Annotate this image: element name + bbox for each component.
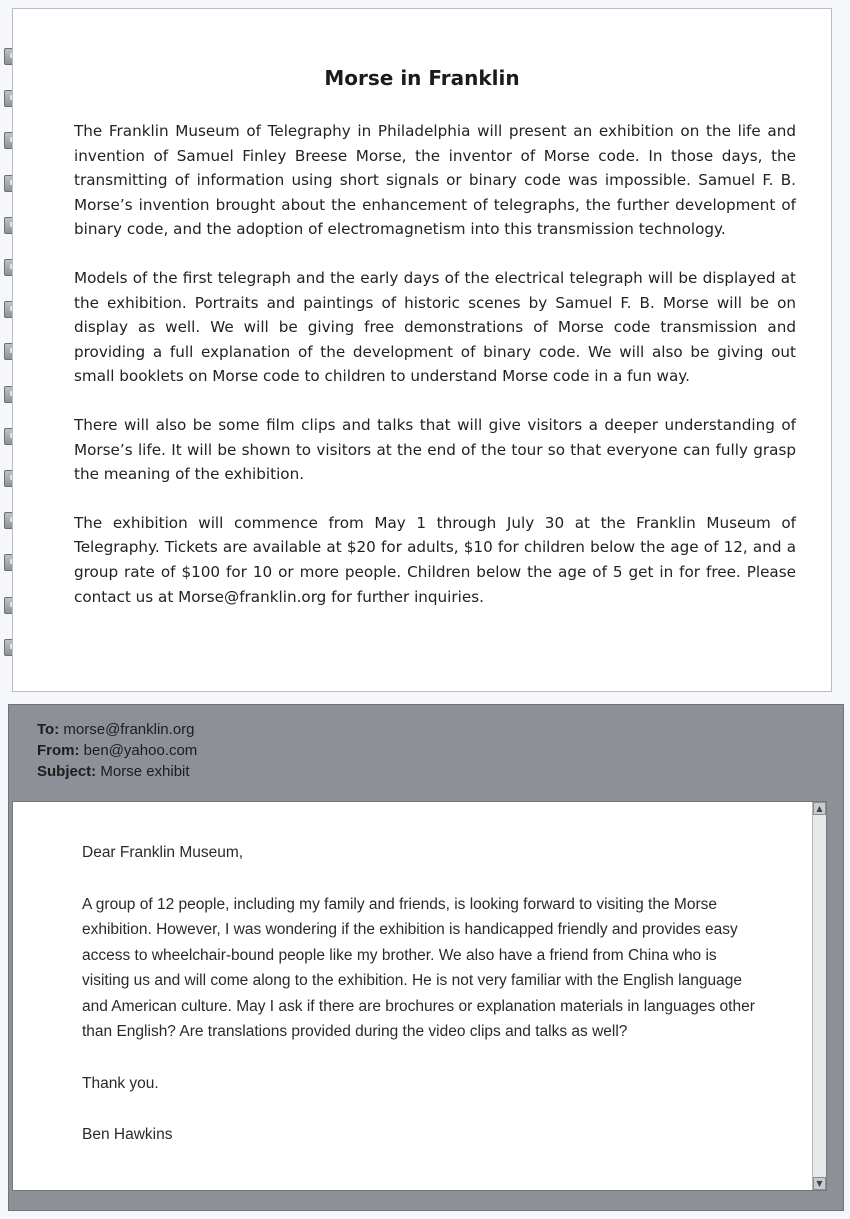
email-body-text: A group of 12 people, including my family and friends, is looking forward to visiting the Morse exhibition. However, I was wondering if the exhibition is handicapped friendly and provides easy access to wheelchair-bound people like my brother. We also have a friend from China who is visiting us and will come along to the exhibition. He is not very familiar with the English language and American culture. May I ask if there are brochures or explanation materials in languages other than English? Are translations provided during the video clips and talks as well?	[82, 895, 755, 1040]
email-scrollbar[interactable]	[812, 802, 826, 1190]
email-to-address: morse@franklin.org	[63, 721, 195, 738]
scroll-down-icon[interactable]: ▼	[813, 1177, 826, 1190]
email-header	[37, 719, 197, 782]
email-closing: Thank you.	[82, 1074, 159, 1092]
email-from-row	[37, 740, 197, 761]
email-body[interactable]	[12, 801, 827, 1191]
notice-title: Morse in Franklin	[324, 66, 520, 90]
notice-card	[12, 8, 832, 692]
email-window	[8, 704, 844, 1211]
notice-body	[74, 119, 796, 633]
scroll-up-icon[interactable]: ▲	[813, 802, 826, 815]
email-greeting: Dear Franklin Museum,	[82, 844, 244, 861]
email-subject-label: Subject:	[37, 763, 97, 780]
email-to-row	[37, 719, 197, 740]
email-from-label: From:	[37, 742, 80, 759]
notice-paragraph-1: The Franklin Museum of Telegraphy in Philadelphia will present an exhibition on the life and invention of Samuel Finley Breese Morse, the inventor of Morse code. In those days, the transmitting of information using short signals or binary code was impossible. Samuel F. B. Morse’s invention brought about the enhancement of telegraphs, the further development of binary code, and the adoption of electromagnetism into this transmission technology.	[74, 122, 796, 239]
email-subject: Morse exhibit	[100, 763, 190, 780]
notice-paragraph-3: There will also be some film clips and talks that will give visitors a deeper understanding of Morse’s life. It will be shown to visitors at the end of the tour so that everyone can fully grasp the meaning of the exhibition.	[74, 415, 796, 484]
email-from-address: ben@yahoo.com	[83, 742, 198, 759]
email-subject-row	[37, 761, 197, 782]
notice-paragraph-2: Models of the first telegraph and the early days of the electrical telegraph will be displayed at the exhibition. Portraits and paintings of historic scenes by Samuel F. B. Morse will be on display as well. We will be giving free demonstrations of Morse code transmission and providing a full explanation of the development of binary code. We will also be giving out small booklets on Morse code to children to understand Morse code in a fun way.	[74, 268, 796, 386]
notice-paragraph-4: The exhibition will commence from May 1 through July 30 at the Franklin Museum of Telegraphy. Tickets are available at $20 for adults, $10 for children below the age of 12, and a group rate of $100 for 10 or more people. Children below the age of 5 get in for free. Please contact us at Morse@franklin.org for further inquiries.	[74, 513, 796, 606]
email-message	[82, 840, 762, 1174]
email-signature: Ben Hawkins	[82, 1126, 173, 1143]
email-to-label: To:	[37, 721, 60, 738]
